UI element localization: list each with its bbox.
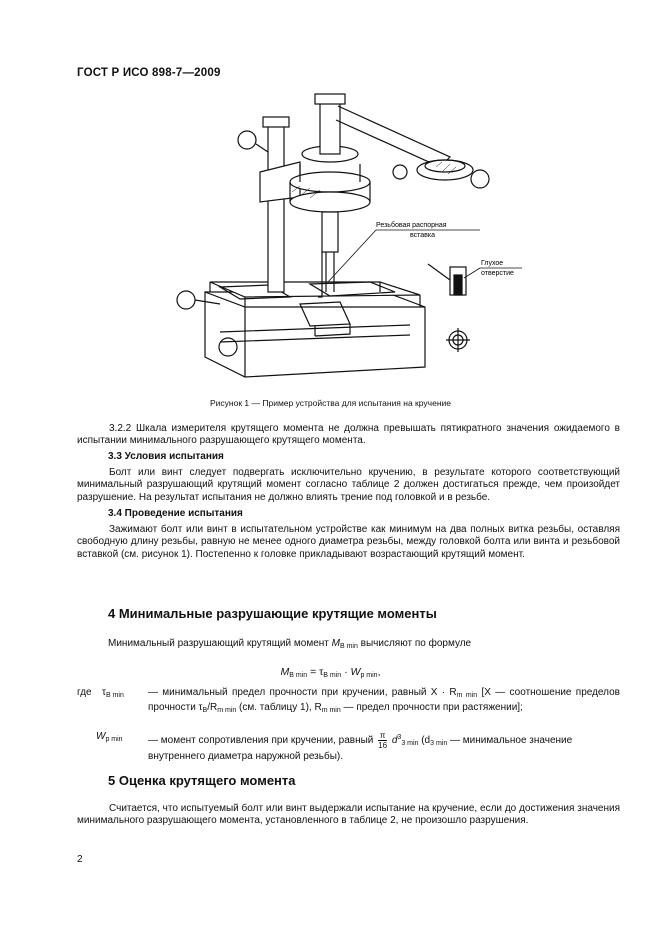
figure-label-insert-line1: Резьбовая распорная: [376, 222, 447, 229]
section-3-3-title: 3.3 Условия испытания: [108, 451, 224, 462]
definition-w-symbol: $W_{p min}$: [96, 731, 123, 743]
paragraph-3-3: Болт или винт следует подвергать исключительно кручению, в результате которого соответствующий минимальный разрушающий крутящий момент согласно таблице 2 должен достигаться прежде, чем произойдет разрушение. На результат испытания не должно влиять трение под головкой и в резьбе.: [77, 467, 620, 503]
section-5-title: 5 Оценка крутящего момента: [108, 773, 296, 788]
section-4-title: 4 Минимальные разрушающие крутящие моменты: [108, 606, 437, 621]
figure-label-hole-line2: отверстие: [481, 270, 514, 277]
definition-where: где: [77, 687, 92, 698]
definition-tau-text: — минимальный предел прочности при кручении, равный $X \cdot R_{m min}$ [X — соотношение пределов прочности $\tau_B/R_{m min}$ (см. таблицу 1), $R_{m min}$ — предел прочности при растяжении];: [148, 687, 620, 715]
definition-w-text: — момент сопротивления при кручении, равный $\frac{\pi}{16}$ $d^3_{3 min}$ ($d_{3 min}$ — минимальное значение внутреннего диаметра наружной резьбы).: [148, 731, 573, 762]
page-number: 2: [77, 854, 83, 865]
formula-intro: Минимальный разрушающий крутящий момент $M_{B min}$ вычисляют по формуле: [108, 638, 472, 650]
section-3-4-title: 3.4 Проведение испытания: [108, 508, 243, 519]
paragraph-5: Считается, что испытуемый болт или винт выдержали испытание на кручение, если до достижения значения минимального разрушающего момента, установленного в таблице 2, не произошло разрушения.: [77, 803, 620, 827]
figure-label-hole-line1: Глухое: [481, 260, 504, 267]
torsion-test-device-figure: [150, 92, 514, 390]
figure-caption: Рисунок 1 — Пример устройства для испытания на кручение: [209, 398, 451, 408]
formula-torque: MB min = τB min · Wp min,: [280, 666, 381, 679]
paragraph-3-4: Зажимают болт или винт в испытательном устройстве как минимум на два полных витка резьбы, оставляя свободную длину резьбы, равную не менее одного диаметра резьбы, между головкой болта или винта и резьбовой вставкой (см. рисунок 1). Постепенно к головке прикладывают возрастающий крутящий момент.: [77, 524, 620, 560]
document-header: ГОСТ Р ИСО 898-7—2009: [77, 67, 221, 79]
fraction-pi-16: $\frac{\pi}{16}$: [378, 731, 388, 750]
paragraph-3-2-2: 3.2.2 Шкала измерителя крутящего момента не должна превышать пятикратного значения ожидаемого в испытании минимального разрушающего крутящего момента.: [77, 423, 620, 447]
definition-tau-symbol: $\tau_{B min}$: [102, 687, 124, 699]
figure-label-insert-line2: вставка: [410, 232, 435, 239]
